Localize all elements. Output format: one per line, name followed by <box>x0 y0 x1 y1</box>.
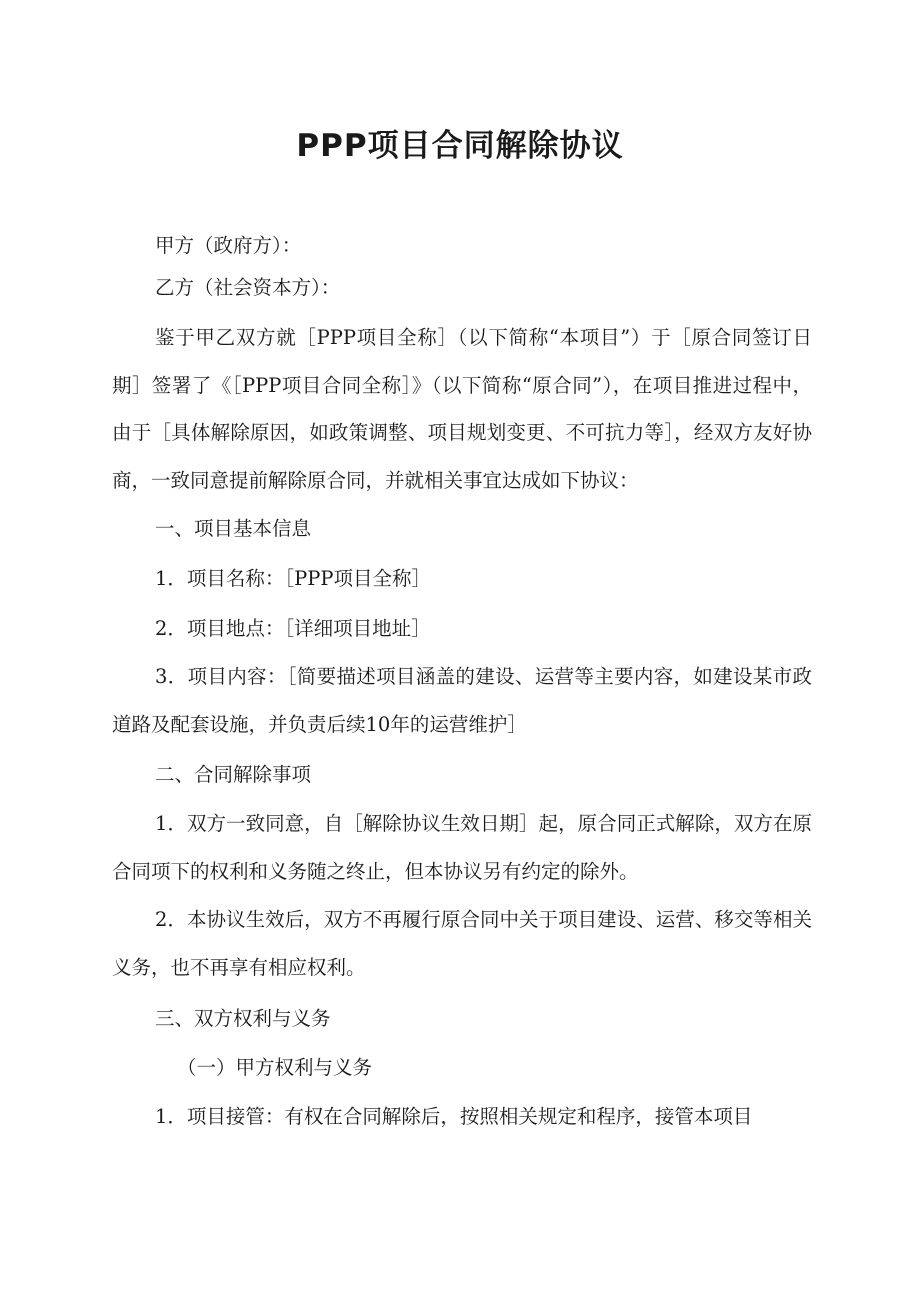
section3-item1: 1．项目接管：有权在合同解除后，按照相关规定和程序，接管本项目 <box>155 1105 753 1128</box>
section1-item2: 2．项目地点：［详细项目地址］ <box>155 617 431 640</box>
section1-heading: 一、项目基本信息 <box>155 517 312 540</box>
section1-item3: 3．项目内容：［简要描述项目涵盖的建设、运营等主要内容，如建设某市政道路及配套设施，并负责后续10年的运营维护］ <box>112 665 812 736</box>
section2-heading: 二、合同解除事项 <box>155 763 312 786</box>
section2-item2: 2．本协议生效后，双方不再履行原合同中关于项目建设、运营、移交等相关义务，也不再享有相应权利。 <box>112 908 812 979</box>
document-title: PPP项目合同解除协议 <box>296 128 624 164</box>
party-b-line: 乙方（社会资本方）： <box>155 276 341 299</box>
section2-item1: 1．双方一致同意，自［解除协议生效日期］起，原合同正式解除，双方在原合同项下的权利和义务随之终止，但本协议另有约定的除外。 <box>112 812 812 883</box>
section3-heading: 三、双方权利与义务 <box>155 1007 331 1030</box>
preamble-paragraph: 鉴于甲乙双方就［PPP项目全称］（以下简称“本项目”）于［原合同签订日期］签署了《［PPP项目合同全称］》（以下简称“原合同”），在项目推进过程中，由于［具体解除原因，如政策调整、项目规划变更、不可抗力等］，经双方友好协商，一致同意提前解除原合同，并就相关事宜达成如下协议： <box>112 326 812 492</box>
party-a-line: 甲方（政府方）： <box>155 234 302 257</box>
section3-subheading: （一）甲方权利与义务 <box>177 1056 373 1079</box>
section1-item1: 1．项目名称：［PPP项目全称］ <box>155 567 432 590</box>
